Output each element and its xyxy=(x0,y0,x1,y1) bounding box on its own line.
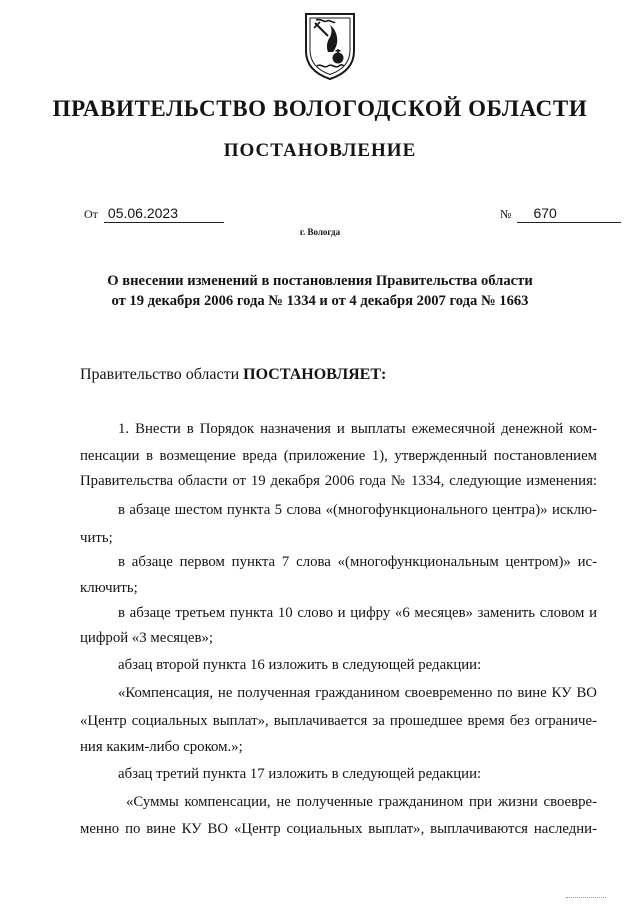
body-line: «Компенсация, не полученная гражданином своевременно по вине КУ ВО xyxy=(118,685,597,701)
number-value: 670 xyxy=(517,205,621,223)
body-line: цифрой «3 месяцев»; xyxy=(80,630,213,646)
body-line: ключить; xyxy=(80,580,138,596)
body-line: чить; xyxy=(80,530,113,546)
number-field xyxy=(500,205,621,223)
body-line: в абзаце первом пункта 7 слова «(многофункциональным центром)» ис- xyxy=(118,554,597,570)
body-line: «Суммы компенсации, не полученные гражданином при жизни своевре- xyxy=(126,794,597,810)
date-label: От xyxy=(84,207,98,221)
body-line: в абзаце шестом пункта 5 слова «(многофункционального центра)» исклю- xyxy=(118,502,597,518)
vologda-oblast-coat-of-arms-icon xyxy=(302,11,358,81)
document-type-heading: ПОСТАНОВЛЕНИЕ xyxy=(223,140,417,161)
intro-text: Правительство области xyxy=(80,366,244,383)
body-line: в абзаце третьем пункта 10 слово и цифру «6 месяцев» заменить словом и xyxy=(118,605,597,621)
resolution-intro xyxy=(80,366,386,384)
subject-line: О внесении изменений в постановления Правительства области xyxy=(107,273,533,289)
date-value: 05.06.2023 xyxy=(104,205,224,223)
body-line: 1. Внести в Порядок назначения и выплаты ежемесячной денежной ком- xyxy=(118,421,597,437)
body-line: абзац третий пункта 17 изложить в следующей редакции: xyxy=(118,766,482,782)
intro-keyword: ПОСТАНОВЛЯЕТ: xyxy=(243,366,387,383)
city-label: г. Вологда xyxy=(299,227,341,237)
document-subject xyxy=(80,271,560,311)
body-line: пенсации в возмещение вреда (приложение 1), утвержденный постановлением xyxy=(80,448,597,464)
body-line: «Центр социальных выплат», выплачивается за прошедшее время без ограниче- xyxy=(80,713,597,729)
body-line: менно по вине КУ ВО «Центр социальных выплат», выплачиваются наследни- xyxy=(80,821,597,837)
number-label: № xyxy=(500,207,512,221)
organization-title: ПРАВИТЕЛЬСТВО ВОЛОГОДСКОЙ ОБЛАСТИ xyxy=(52,96,588,121)
body-line: Правительства области от 19 декабря 2006 года № 1334, следующие изменения: xyxy=(80,473,597,489)
scan-artifact xyxy=(566,897,606,900)
date-field xyxy=(84,205,224,223)
body-line: ния каким-либо сроком.»; xyxy=(80,739,243,755)
body-line: абзац второй пункта 16 изложить в следующей редакции: xyxy=(118,657,482,673)
subject-line: от 19 декабря 2006 года № 1334 и от 4 декабря 2007 года № 1663 xyxy=(111,293,529,309)
